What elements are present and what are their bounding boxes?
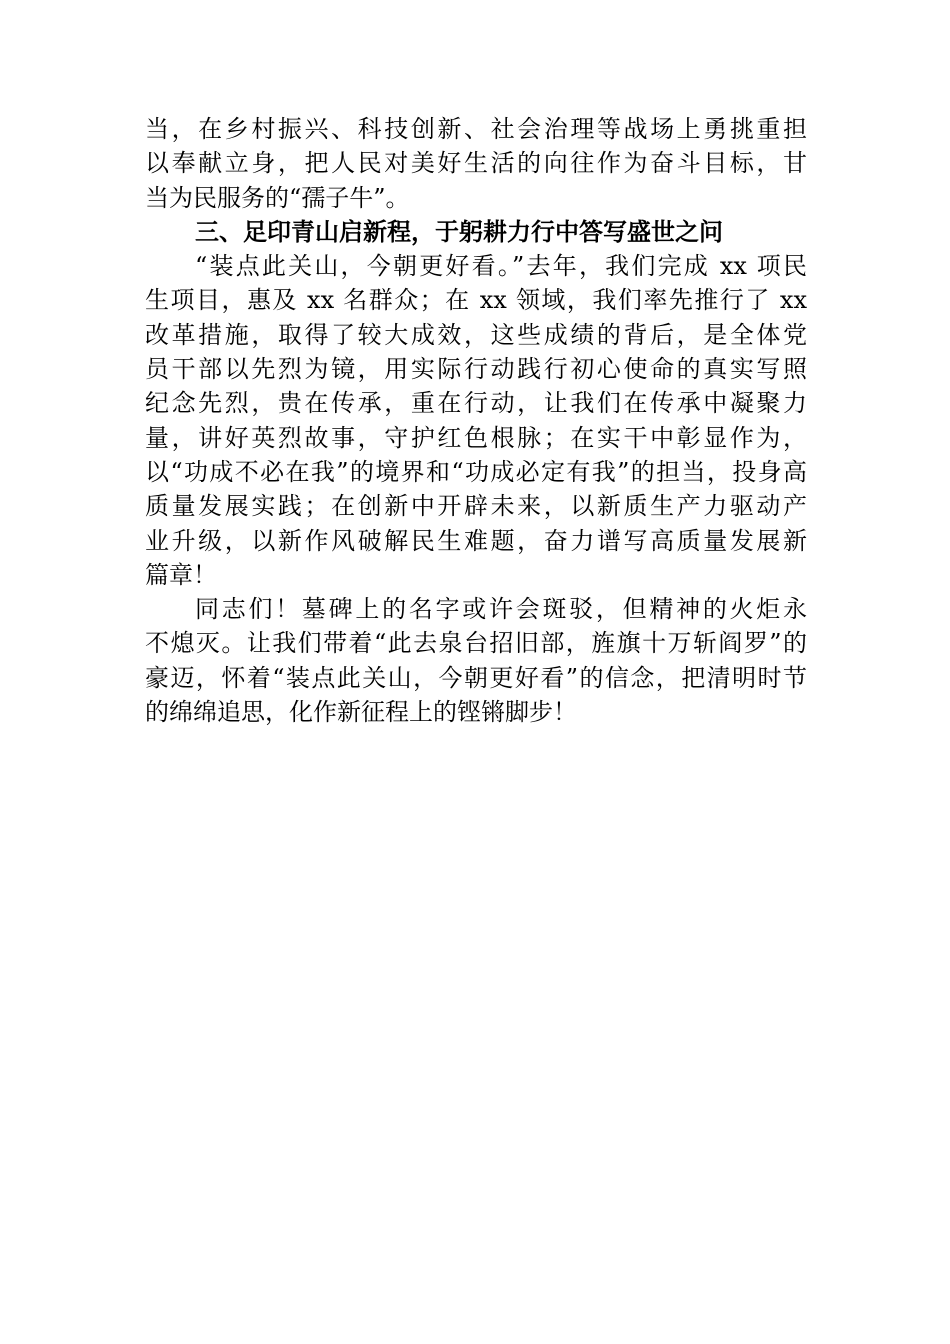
document-body xyxy=(145,112,807,729)
text-line: “装点此关山，今朝更好看。”去年，我们完成 xx 项民 xyxy=(195,252,807,281)
section-heading-text: 三、足印青山启新程，于躬耕力行中答写盛世之问 xyxy=(195,217,723,246)
text-line: 量，讲好英烈故事，守护红色根脉；在实干中彰显作为， xyxy=(145,423,807,452)
paragraph xyxy=(145,592,807,729)
text-line: 质量发展实践；在创新中开辟未来，以新质生产力驱动产 xyxy=(145,492,807,521)
text-line: 以奉献立身，把人民对美好生活的向往作为奋斗目标，甘 xyxy=(145,149,807,178)
text-line: 以“功成不必在我”的境界和“功成必定有我”的担当，投身高 xyxy=(145,457,807,486)
text-line: 纪念先烈，贵在传承，重在行动，让我们在传承中凝聚力 xyxy=(145,389,807,418)
text-line: 员干部以先烈为镜，用实际行动践行初心使命的真实写照 xyxy=(145,355,807,384)
text-line: 业升级，以新作风破解民生难题，奋力谱写高质量发展新 xyxy=(145,526,807,555)
text-line: 不熄灭。让我们带着“此去泉台招旧部，旌旗十万斩阎罗”的 xyxy=(145,629,807,658)
text-line: 豪迈，怀着“装点此关山，今朝更好看”的信念，把清明时节 xyxy=(145,663,807,692)
text-line: 篇章！ xyxy=(145,560,217,589)
paragraph xyxy=(145,249,807,592)
text-line: 生项目，惠及 xx 名群众；在 xx 领域，我们率先推行了 xx xyxy=(145,286,807,315)
section-heading xyxy=(145,215,807,249)
paragraph-continuation xyxy=(145,112,807,215)
text-line: 同志们！墓碑上的名字或许会斑驳，但精神的火炬永 xyxy=(195,595,807,624)
text-line: 当，在乡村振兴、科技创新、社会治理等战场上勇挑重担 xyxy=(145,115,807,143)
text-line: 改革措施，取得了较大成效，这些成绩的背后，是全体党 xyxy=(145,320,807,349)
text-line: 的绵绵追思，化作新征程上的铿锵脚步！ xyxy=(145,698,577,727)
text-line: 当为民服务的“孺子牛”。 xyxy=(145,183,410,212)
